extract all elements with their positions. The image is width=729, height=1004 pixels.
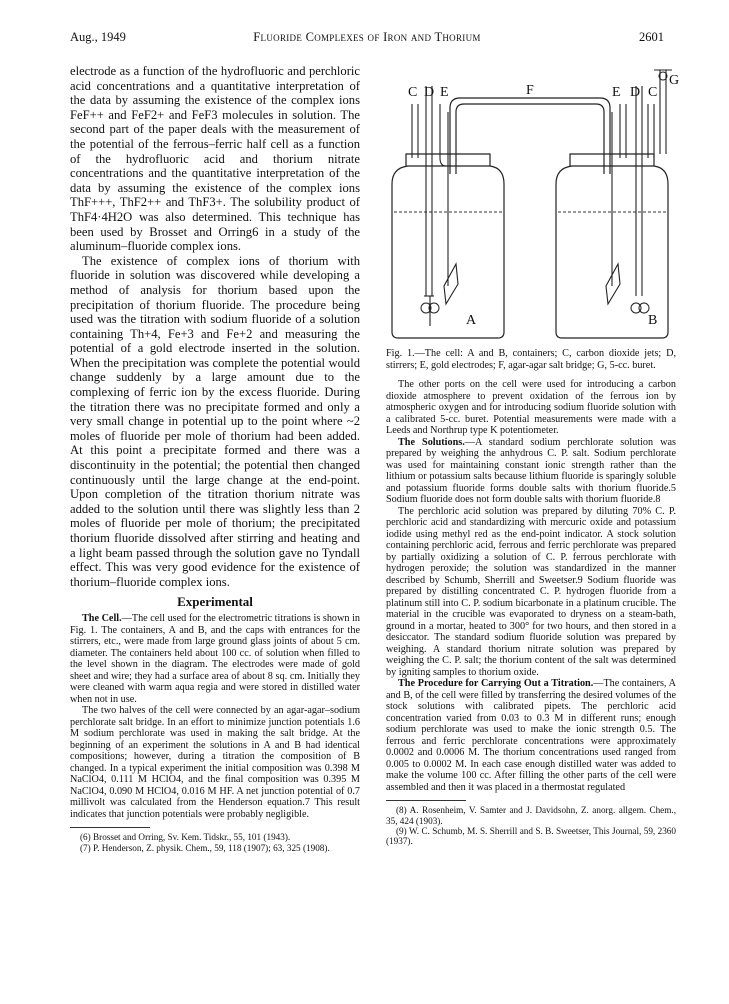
figure-caption: Fig. 1.—The cell: A and B, containers; C, carbon dioxide jets; D, stirrers; E, gold electrodes; F, agar-agar salt bridge; G, 5-cc. buret. [386,348,676,371]
label-E-right: E [612,85,621,100]
paragraph-salt-bridge: The two halves of the cell were connected by an agar-agar–sodium perchlorate salt bridge. In an effort to minimize junction potentials 1.6 M sodium perchlorate was used in making the salt bridge. At the beginning of an experiment the solutions in A and B had identical compositions; however, during a titration the composition of B changed. In a typical experiment the initial composition was 0.398 M NaClO4, 0.111 M HClO4, and the final composition was 0.395 M NaClO4, 0.090 M HClO4, 0.016 M HF. A net junction potential of 0.7 millivolt was calculated from the Henderson equation.7 This result indicates that junction potentials were probably negligible. [70,705,360,820]
label-D-right: D [630,85,641,100]
header-title: Fluoride Complexes of Iron and Thorium [253,30,481,44]
runin-solutions: The Solutions. [398,436,465,448]
label-A: A [466,313,477,328]
runin-the-cell: The Cell. [82,613,122,625]
paragraph-intro-continued: electrode as a function of the hydrofluoric and perchloric acid concentrations and a quantitative interpretation of the data by assuming the existence of the complex ions FeF++ and FeF2+ and FeF3 molecules in solution. The second part of the paper deals with the measurement of the potential of the ferrous–ferric half cell as a function of the hydrofluoric acid and thorium nitrate concentrations and the quantitative interpretation of the data by assuming the existence of the complex ions ThF+++, ThF2++ and ThF3+. The solubility product of ThF4·4H2O was also determined. This technique has been used by Brosset and Orring6 in a study of the aluminum–fluoride complex ions. [70,64,360,254]
label-C-left: C [408,85,418,100]
running-head [70,30,664,48]
left-column [70,64,360,853]
paragraph-perchloric: The perchloric acid solution was prepared by diluting 70% C. P. perchloric acid and standardizing with mercuric oxide and potassium iodide using methyl red as the end-point indicator. A stock solution containing perchloric acid, ferrous and ferric perchlorate was prepared by partially oxidizing a solution of C. P. ferrous perchlorate with hydrogen peroxide; the solution was standardized in the manner described by Schumb, Sherrill and Sweetser.9 Sodium fluoride was prepared by distilling concentrated C. P. hydrogen fluoride from a platinum still into C. P. sodium bicarbonate in a platinum crucible. The material in the crucible was evaporated to dryness on a steam-bath, ground in a mortar, heated to 300° for two hours, and then stored in a desiccator. The standard sodium fluoride solution was prepared by weighing. A standard thorium nitrate solution was prepared by weighing the C. P. salt; the thorium content of the salt was determined by igniting samples to thorium oxide. [386,505,676,678]
footnote-rule-right [386,800,466,801]
paragraph-thorium-complexes: The existence of complex ions of thorium with fluoride in solution was discovered while developing a method of analysis for thorium based upon the precipitation of thorium fluoride. The procedure being used was the titration with sodium fluoride of a solution containing Th+4, Fe+3 and Fe+2 and measuring the potential of a gold electrode inserted in the solution. When the precipitation was complete the potential would change suddenly by a large amount due to the complexing of ferric ion by the excess fluoride. During the titration there was no precipitate formed and only a very small change in potential up to the point where ~2 moles of fluoride per mole of thorium had been added. At this point a precipitate formed and there was a discontinuity in the potential; the potential then changed continuously until the large change at the end-point. Upon completion of the titration thorium nitrate was added to the solution until there was slightly less than 2 moles of fluoride per mole of thorium; the precipitated thorium fluoride dissolved after stirring and heating and a light beam passed through the solution gave no Tyndall effect. This was very good evidence for the existence of thorium–fluoride complex ions. [70,253,360,589]
figure-cell-diagram [386,64,680,346]
label-F: F [526,83,534,98]
paragraph-procedure [386,678,676,793]
footnote-6: (6) Brosset and Orring, Sv. Kem. Tidskr., 55, 101 (1943). [80,832,291,843]
page-number: 2601 [639,30,664,44]
paragraph-the-cell [70,613,360,705]
label-G: G [669,73,680,88]
footnotes-right [386,805,676,847]
footnote-7: (7) P. Henderson, Z. physik. Chem., 59, 118 (1907); 63, 325 (1908). [80,842,330,853]
header-date: Aug., 1949 [70,30,126,44]
label-C-right: C [648,85,658,100]
cell-diagram [386,64,680,346]
section-heading-experimental: Experimental [177,594,253,610]
label-B: B [648,313,658,328]
footnote-9: (9) W. C. Schumb, M. S. Sherrill and S. B. Sweetser, This Journal, 59, 2360 (1937). [386,826,676,847]
paragraph-solutions [386,437,676,506]
text-procedure: —The containers, A and B, of the cell were filled by transferring the desired volumes of the stock solutions with calibrated pipets. The perchloric acid concentration varied from 0.03 to 0.3 M in different runs; enough sodium perchlorate was used to make the ionic strength 0.5. The ferrous and ferric perchlorate concentrations were approximately 0.0002 and 0.0006 M. The thorium concentrations used ranged from 0.005 to 0.0002 M. In each case enough distilled water was added to make the volume 100 cc. After filling the other parts of the cell were assembled and then it was placed in a thermostat regulated [386,678,677,793]
runin-procedure: The Procedure for Carrying Out a Titration. [398,678,594,690]
right-column [386,64,680,847]
label-D-left: D [424,85,435,100]
paragraph-other-ports: The other ports on the cell were used for introducing a carbon dioxide atmosphere to prevent oxidation of the ferrous ion by atmospheric oxygen and for introducing sodium fluoride solution with a calibrated 5-cc. buret. Potential measurements were made with a Leeds and Northrup type K potentiometer. [386,379,676,437]
text-solutions: —A standard sodium perchlorate solution was prepared by weighing the anhydrous C. P. salt. Sodium perchlorate was used for maintaining constant ionic strength rather than the lithium or potassium salts because lithium fluoride is sparingly soluble and potassium fluoride forms double salts with thorium fluoride.5 Sodium fluoride does not form double salts with thorium fluoride.8 [386,436,676,506]
label-E-left: E [440,85,449,100]
footnotes-left [70,832,360,853]
text-the-cell: —The cell used for the electrometric titrations is shown in Fig. 1. The containers, A and B, and the caps with entrances for the stirrers, etc., were made from large ground glass joints of about 5 cm. diameter. The containers held about 100 cc. of solution when filled to the level shown in the diagram. The electrodes were made of gold sheet and wire; they had a surface area of about 8 sq. cm. Initially they were cleaned with warm aqua regia and were stored in distilled water when not in use. [70,613,360,705]
footnote-8: (8) A. Rosenheim, V. Samter and J. Davidsohn, Z. anorg. allgem. Chem., 35, 424 (1903). [386,805,676,826]
footnote-rule [70,827,150,828]
